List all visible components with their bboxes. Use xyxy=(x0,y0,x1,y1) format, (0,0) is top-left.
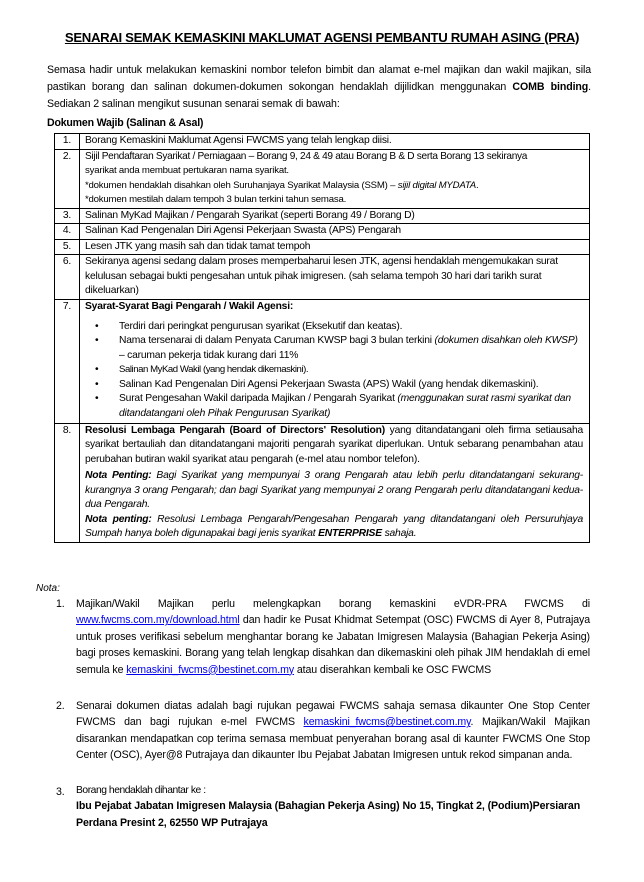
row-number: 6. xyxy=(55,255,80,300)
row-number: 7. xyxy=(55,299,80,423)
bullet-text: Nama tersenarai di dalam Penyata Caruman KWSP bagi 3 bulan terkini xyxy=(119,335,435,347)
resolution-text: yang ditandatangani oleh firma setiausaha syarikat bertauliah dan ditandatangani majoriti pengarah syarikat diperlukan. Untuk sebarang penambahan atau perubahan butiran wakil syarikat atau pengarah (e-mel atau nombor telefon). xyxy=(85,424,584,465)
document-title: SENARAI SEMAK KEMASKINI MAKLUMAT AGENSI PEMBANTU RUMAH ASING (PRA) xyxy=(64,30,580,45)
note-end: sahaja. xyxy=(381,528,417,540)
email-link[interactable]: kemaskini_fwcms@bestinet.com.my xyxy=(126,663,295,676)
bullet-text: – caruman pekerja tidak kurang dari 11% xyxy=(119,349,299,361)
row-number: 1. xyxy=(55,134,80,150)
bullet-italic: (dokumen disahkan oleh KWSP) xyxy=(434,335,578,347)
row-number: 3. xyxy=(55,208,80,224)
intro-text-2: . Sediakan 2 salinan mengikut susunan senarai semak di bawah: xyxy=(47,81,591,110)
row-text: Salinan Kad Pengenalan Diri Agensi Pekerjaan Swasta (APS) Pengarah xyxy=(80,224,590,240)
row-text: Lesen JTK yang masih sah dan tidak tamat tempoh xyxy=(80,239,590,255)
note-bold: ENTERPRISE xyxy=(318,528,382,540)
note-label: Nota Penting: xyxy=(85,470,152,482)
important-note xyxy=(85,513,583,542)
bullet-item xyxy=(119,320,583,334)
bullet-italic: (menggunakan surat rasmi syarikat dan ditandatangani oleh Pihak Pengurusan Syarikat) xyxy=(119,393,571,419)
row-text: Salinan MyKad Majikan / Pengarah Syarikat (seperti Borang 49 / Borang D) xyxy=(80,208,590,224)
bullet-text: Salinan MyKad Wakil (yang hendak dikemaskini). xyxy=(119,364,309,376)
checklist-row xyxy=(55,239,590,255)
note-text: *dokumen hendaklah disahkan oleh Suruhanjaya Syarikat Malaysia (SSM) – xyxy=(85,179,398,191)
note-text: atau diserahkan kembali ke OSC FWCMS xyxy=(294,663,492,676)
checklist-row xyxy=(55,255,590,300)
checklist-row xyxy=(55,149,590,208)
bullet-item xyxy=(119,378,583,392)
note-number: 1. xyxy=(56,598,65,610)
checklist-row xyxy=(55,299,590,423)
download-link[interactable]: www.fwcms.com.my/download.html xyxy=(76,614,240,627)
note-item xyxy=(52,784,590,831)
row-content xyxy=(80,423,590,542)
checklist-table xyxy=(54,133,590,543)
section-label: Dokumen Wajib (Salinan & Asal) xyxy=(47,117,204,129)
row-line: Sijil Pendaftaran Syarikat / Perniagaan – Borang 9, 24 & 49 atau Borang B & D serta Borang 13 sekiranya xyxy=(85,150,528,162)
note-text: Senarai dokumen diatas adalah bagi rujukan pegawai FWCMS sahaja semasa dikaunter One Stop Center FWCMS dan bagi rujukan e-mel FWCMS xyxy=(76,700,590,729)
note-label: Nota penting: xyxy=(85,513,152,525)
note-text: Resolusi Lembaga Pengarah/Pengesahan Pengarah yang ditandatangani oleh Persuruhjaya Sumpah hanya boleh digunapakai bagi jenis syarikat xyxy=(85,513,584,540)
note-number: 3. xyxy=(56,785,65,798)
bullet-text: Surat Pengesahan Wakil daripada Majikan / Pengarah Syarikat xyxy=(119,393,398,405)
intro-text-1: Semasa hadir untuk melakukan kemaskini nombor telefon bimbit dan alamat e-mel majikan dan wakil majikan, sila pastikan borang dan salinan dokumen-dokumen sokongan hendaklah dijilidkan menggunakan xyxy=(47,64,591,93)
important-note xyxy=(85,469,583,513)
row-heading: Syarat-Syarat Bagi Pengarah / Wakil Agensi: xyxy=(85,300,294,312)
row-number: 8. xyxy=(55,423,80,542)
bullet-text: Terdiri dari peringkat pengurusan syarikat (Eksekutif dan keatas). xyxy=(119,321,403,332)
bullet-list xyxy=(85,320,583,421)
note-text: Majikan/Wakil Majikan perlu melengkapkan borang kemaskini eVDR-PRA FWCMS di xyxy=(76,598,590,610)
row-content xyxy=(80,149,590,208)
note-end: . xyxy=(476,179,479,191)
row-number: 2. xyxy=(55,149,80,208)
note-italic: sijil digital MYDATA xyxy=(397,179,476,191)
checklist-row xyxy=(55,423,590,542)
checklist-row xyxy=(55,134,590,150)
bullet-item xyxy=(119,363,583,378)
intro-paragraph xyxy=(47,62,591,113)
note-text: dan hadir ke Pusat Khidmat Setempat (OSC) FWCMS di Ayer 8, Putrajaya untuk proses verifikasi sebelum menghantar borang ke Jabatan Imigresen Malaysia (Bahagian Pekerja Asing) bagi proses kemaskini. Borang yang telah lengkap disahkan dan dikemaskini oleh pihak JIM hendaklah di emel semula ke xyxy=(76,614,590,676)
note-number: 2. xyxy=(56,700,65,713)
note-item xyxy=(52,596,590,678)
note-text: . Majikan/Wakil Majikan disarankan mendapatkan cop terima semasa membuat penyerahan borang asal di kaunter FWCMS One Stop Center (OSC), Ayer@8 Putrajaya dan dikaunter Ibu Pejabat Jabatan Imigresen untuk rekod simpanan anda. xyxy=(76,716,591,762)
row-paragraph xyxy=(85,424,583,468)
row-line: syarikat anda membuat pertukaran nama syarikat. xyxy=(85,165,289,176)
bullet-item xyxy=(119,334,583,363)
nota-label: Nota: xyxy=(36,583,60,594)
email-link[interactable]: kemaskini_fwcms@bestinet.com.my xyxy=(303,716,471,729)
note-text: Borang hendaklah dihantar ke : xyxy=(76,784,206,796)
row-number: 5. xyxy=(55,239,80,255)
row-text: Sekiranya agensi sedang dalam proses memperbaharui lesen JTK, agensi hendaklah mengemukakan surat kelulusan sebagai bukti pengesahan untuk pihak imigresen. (sah selama tempoh 30 hari dari tarikh surat dikeluarkan) xyxy=(80,255,590,300)
row-content xyxy=(80,299,590,423)
row-number: 4. xyxy=(55,224,80,240)
checklist-row xyxy=(55,224,590,240)
row-note: *dokumen mestilah dalam tempoh 3 bulan terkini tahun semasa. xyxy=(85,194,347,205)
bullet-text: Salinan Kad Pengenalan Diri Agensi Pekerjaan Swasta (APS) Wakil (yang hendak dikemaskini). xyxy=(119,378,539,390)
note-item xyxy=(52,698,590,764)
checklist-row xyxy=(55,208,590,224)
address: Ibu Pejabat Jabatan Imigresen Malaysia (Bahagian Pekerja Asing) No 15, Tingkat 2, (Podium)Persiaran Perdana Presint 2, 62550 WP Putrajaya xyxy=(76,800,581,829)
resolution-bold: Resolusi Lembaga Pengarah (Board of Directors' Resolution) xyxy=(85,424,385,436)
note-text: Bagi Syarikat yang mempunyai 3 orang Pengarah atau lebih perlu ditandatangani sekurang-kurangnya 3 orang Pengarah; dan bagi Syarikat yang mempunyai 2 orang Pengarah perlu ditandatangani kedua-dua Pengarah. xyxy=(85,470,583,511)
row-text: Borang Kemaskini Maklumat Agensi FWCMS yang telah lengkap diisi. xyxy=(80,134,590,150)
bullet-item xyxy=(119,392,583,421)
intro-bold: COMB binding xyxy=(512,81,589,93)
row-note xyxy=(85,179,583,194)
notes-list xyxy=(52,596,590,847)
